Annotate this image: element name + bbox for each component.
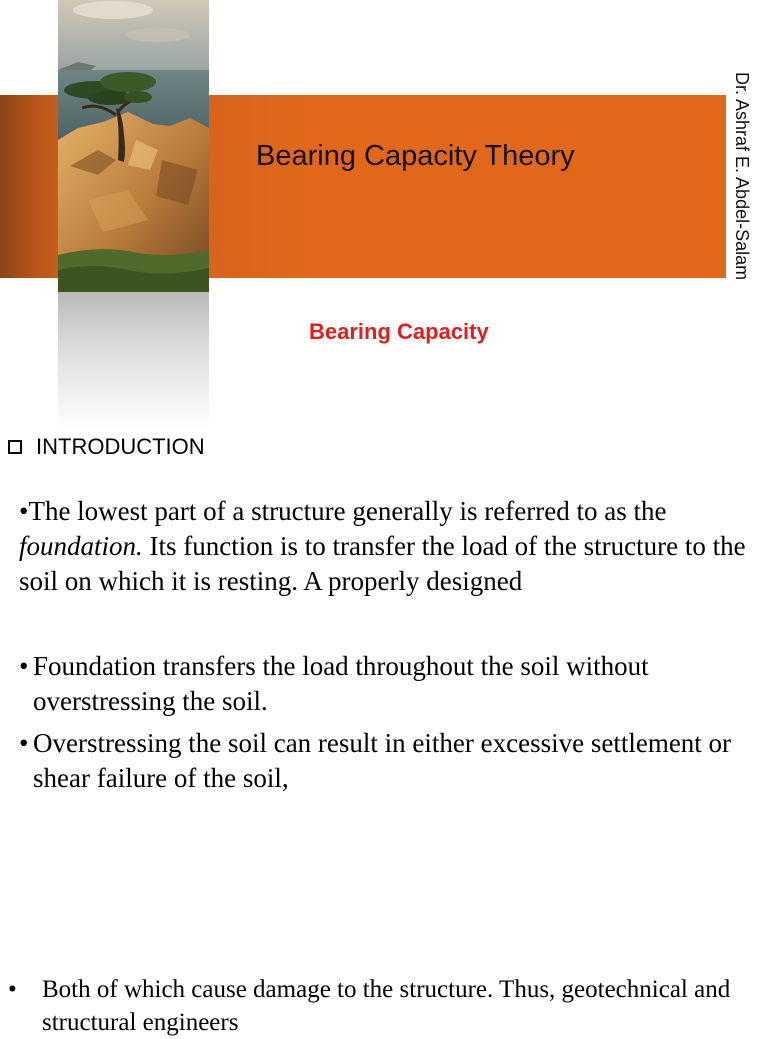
coastal-cypress-photo — [58, 0, 209, 292]
paragraph-overstressing — [19, 726, 767, 796]
checkbox-bullet-icon — [8, 440, 22, 454]
paragraph-text-start: The lowest part of a structure generally is referred to as the — [28, 496, 667, 526]
paragraph-text-end: Its function is to transfer the load of the structure to the soil on which it is resting. A properly designed — [19, 531, 746, 596]
title-banner-left — [0, 95, 58, 278]
paragraph-text: Both of which cause damage to the structure. Thus, geotechnical and structural engineers — [42, 976, 731, 1036]
paragraph-text: Foundation transfers the load throughout the soil without overstressing the soil. — [33, 651, 649, 716]
bullet-icon: • — [19, 496, 29, 526]
paragraph-damage — [8, 973, 748, 1039]
slide-title: Bearing Capacity Theory — [256, 140, 575, 172]
section-heading-label: INTRODUCTION — [36, 434, 205, 459]
author-name: Dr. Ashraf E. Abdel-Salam — [732, 72, 752, 281]
bullet-icon: • — [19, 651, 29, 681]
paragraph-text: Overstressing the soil can result in either excessive settlement or shear failure of the soil, — [33, 728, 732, 793]
title-banner — [209, 95, 726, 278]
paragraph-foundation-definition — [19, 494, 767, 599]
bullet-icon: • — [8, 976, 17, 1003]
slide-subtitle: Bearing Capacity — [309, 319, 489, 344]
section-heading — [8, 434, 205, 460]
paragraph-load-transfer — [19, 649, 767, 719]
bullet-icon: • — [19, 728, 29, 758]
foundation-term: foundation. — [19, 531, 143, 561]
photo-reflection — [58, 292, 209, 430]
